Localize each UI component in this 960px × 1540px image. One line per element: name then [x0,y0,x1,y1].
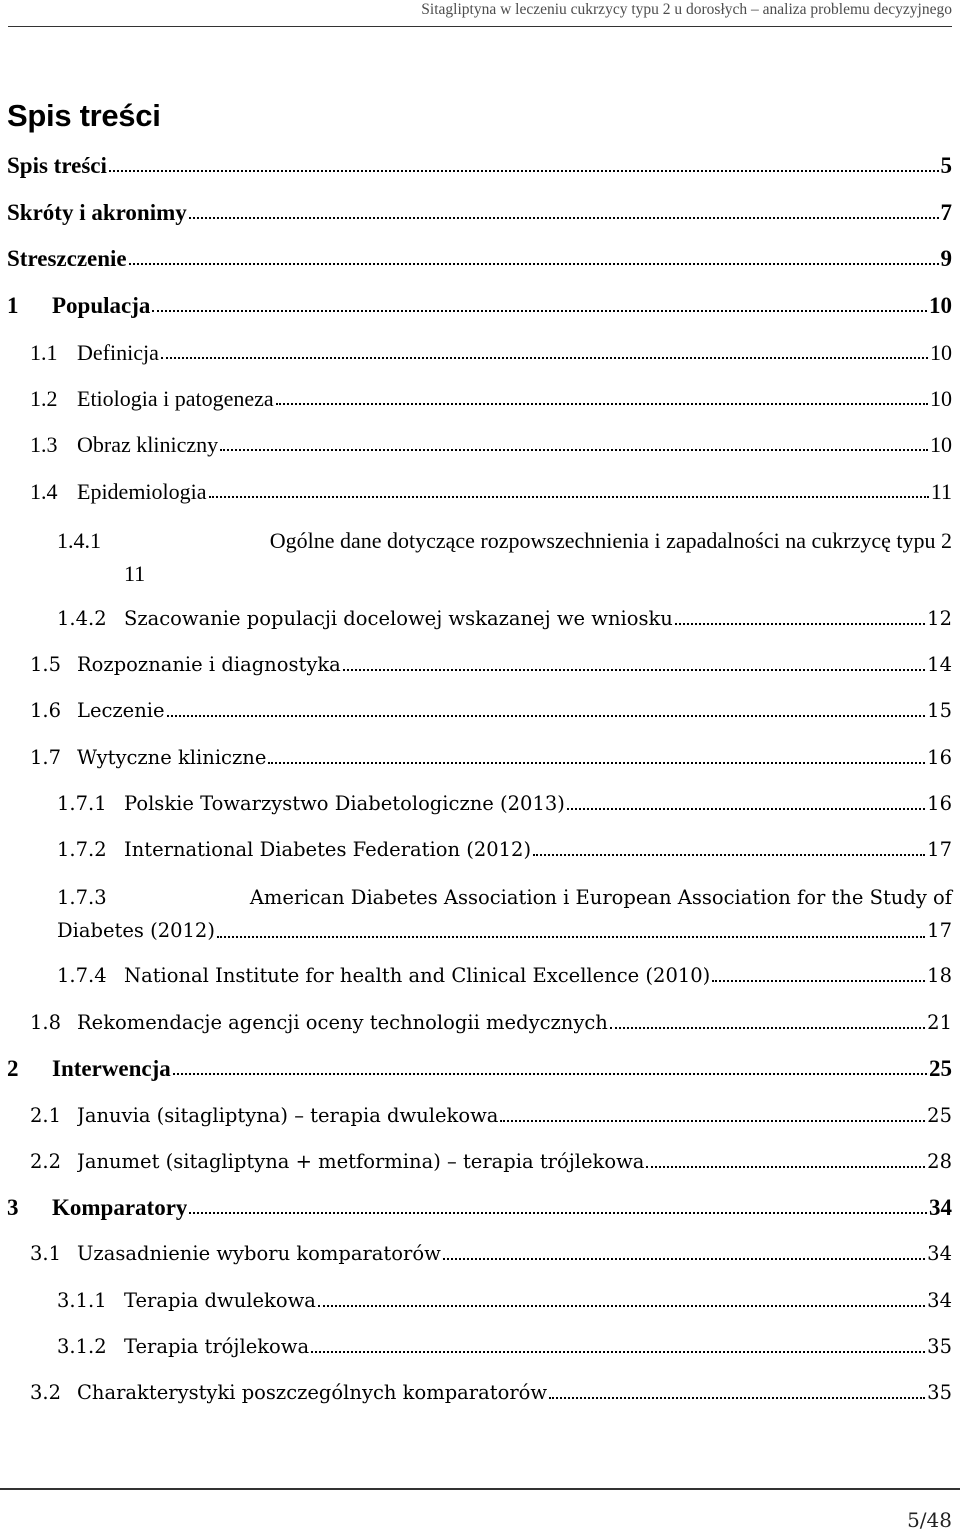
toc-entry-page: 18 [927,964,952,987]
toc-entry-label: International Diabetes Federation (2012) [124,838,532,861]
toc-entry[interactable] [30,1103,952,1129]
toc-entry-number: 3.1.1 [57,1289,107,1312]
dot-leader [173,1073,927,1075]
toc-entry-label: Ogólne dane dotyczące rozpowszechnienia i zapadalności na cukrzycę typu 2 [269,528,952,553]
toc-entry-number: 3 [7,1195,19,1220]
toc-entry-number: 1.5 [30,653,62,676]
dot-leader [712,980,925,982]
toc-entry-page: 7 [940,200,952,225]
toc-entry-number: 1.2 [30,386,58,411]
dot-leader [276,403,928,405]
toc-entry-label: Rozpoznanie i diagnostyka [77,653,341,676]
toc-entry-number: 1.7 [30,746,62,769]
toc-entry-label: Uzasadnienie wyboru komparatorów [77,1242,441,1265]
dot-leader [646,1166,925,1168]
toc-entry-page: 35 [927,1381,952,1404]
toc-entry-page: 17 [927,919,952,942]
toc-entry-page: 10 [930,432,952,457]
toc-entry-label: Interwencja [52,1056,171,1081]
toc-entry-page: 34 [929,1195,952,1220]
toc-entry-label: Szacowanie populacji docelowej wskazanej we wniosku [124,607,673,630]
dot-leader [610,1027,925,1029]
toc-entry-label: Populacja [52,293,151,318]
toc-entry-number: 1.6 [30,699,62,722]
toc-entry-label: Definicja [77,340,159,365]
toc-entry-number: 2.2 [30,1150,62,1173]
toc-entry[interactable] [57,881,952,947]
toc-entry-page: 12 [927,607,952,630]
toc-entry[interactable] [57,837,952,863]
toc-entry[interactable] [57,524,952,590]
dot-leader [533,854,925,856]
toc-entry[interactable] [7,1056,952,1082]
toc-entry[interactable] [57,963,952,989]
dot-leader [152,310,927,312]
toc-entry-label: Polskie Towarzystwo Diabetologiczne (2013) [124,792,565,815]
toc-entry-label: Leczenie [77,699,165,722]
toc-entry-label: Spis treści [7,153,107,178]
toc-entry-number: 1.8 [30,1011,62,1034]
toc-entry-label: Wytyczne kliniczne [77,746,267,769]
dot-leader [129,263,939,265]
toc-entry-page: 16 [927,746,952,769]
dot-leader [220,449,928,451]
toc-entry[interactable] [30,340,952,366]
toc-entry[interactable] [30,1149,952,1175]
toc-entry-number: 1.7.1 [57,792,107,815]
toc-entry[interactable] [7,1195,952,1221]
toc-entry[interactable] [30,652,952,678]
toc-title: Spis treści [7,98,161,133]
toc-entry-label: Skróty i akronimy [7,200,187,225]
toc-entry[interactable] [30,745,952,771]
toc-entry-label: Komparatory [52,1195,188,1220]
dot-leader [549,1397,925,1399]
dot-leader [318,1305,925,1307]
toc-entry-page: 35 [927,1335,952,1358]
toc-entry-number: 1.7.4 [57,964,107,987]
footer-rule [0,1488,960,1490]
toc-entry-number: 3.1 [30,1242,62,1265]
toc-entry-page: 11 [124,561,146,586]
toc-entry-label: Etiologia i patogeneza [77,386,274,411]
toc-entry-page: 5 [940,153,952,178]
toc-entry-number: 1 [7,293,19,318]
toc-entry-page: 14 [927,653,952,676]
toc-entry-label: Charakterystyki poszczególnych komparatorów [77,1381,548,1404]
toc-entry[interactable] [30,432,952,458]
toc-entry-label: Januvia (sitagliptyna) – terapia dwulekowa [77,1104,499,1127]
toc-entry-page: 34 [927,1289,952,1312]
toc-entry-page: 25 [929,1056,952,1081]
toc-entry-label: Obraz kliniczny [77,432,219,457]
toc-entry-label: Epidemiologia [77,479,207,504]
toc-entry-number: 2.1 [30,1104,62,1127]
toc-entry-page: 25 [927,1104,952,1127]
toc-entry[interactable] [30,1241,952,1267]
toc-entry-page: 10 [930,340,952,365]
toc-entry-label: Janumet (sitagliptyna + metformina) – terapia trójlekowa [77,1150,645,1173]
toc-entry-number: 3.1.2 [57,1335,107,1358]
dot-leader [167,715,926,717]
dot-leader [217,936,925,938]
toc-entry[interactable] [57,1334,952,1360]
toc-entry-label-line2: Diabetes (2012) [57,919,215,942]
toc-entry-page: 10 [930,386,952,411]
dot-leader [209,496,929,498]
toc-entry-number: 2 [7,1056,19,1081]
toc-entry-label: Terapia dwulekowa [124,1289,316,1312]
dot-leader [268,762,925,764]
toc-entry[interactable] [30,386,952,412]
toc-entry-number: 1.7.3 [57,886,107,909]
running-header: Sitagliptyna w leczeniu cukrzycy typu 2 u dorosłych – analiza problemu decyzyjnego [8,0,952,27]
toc-entry[interactable] [7,246,952,272]
toc-entry[interactable] [7,293,952,319]
dot-leader [189,1212,927,1214]
toc-entry[interactable] [57,606,952,632]
dot-leader [443,1258,925,1260]
dot-leader [343,669,925,671]
toc-entry-label: Terapia trójlekowa [124,1335,310,1358]
dot-leader [189,217,939,219]
toc-entry-page: 15 [927,699,952,722]
toc-entry[interactable] [57,791,952,817]
toc-entry-page: 21 [927,1011,952,1034]
toc-entry-number: 1.4 [30,479,58,504]
toc-entry-page: 16 [927,792,952,815]
toc-entry-page: 34 [927,1242,952,1265]
toc-entry-label-line1: American Diabetes Association i European Association for the Study of [249,886,952,909]
toc-entry-label: National Institute for health and Clinical Excellence (2010) [124,964,711,987]
page-number: 5/48 [907,1508,952,1532]
dot-leader [161,357,928,359]
dot-leader [675,623,925,625]
toc-entry-page: 11 [930,479,952,504]
toc-entry[interactable] [30,479,952,505]
toc-entry-page: 9 [940,246,952,271]
toc-entry[interactable] [7,153,952,179]
toc-entry-number: 1.7.2 [57,838,107,861]
toc-entry-number: 1.4.1 [57,528,101,553]
toc-entry[interactable] [30,1010,952,1036]
toc-entry[interactable] [30,1380,952,1406]
dot-leader [567,808,925,810]
dot-leader [311,1351,925,1353]
toc-entry-page: 17 [927,838,952,861]
toc-entry-number: 1.3 [30,432,58,457]
toc-entry-number: 1.4.2 [57,607,107,630]
toc-entry-page: 28 [927,1150,952,1173]
toc-entry[interactable] [30,698,952,724]
toc-entry-number: 1.1 [30,340,58,365]
dot-leader [109,170,939,172]
toc-entry-label: Streszczenie [7,246,127,271]
dot-leader [500,1120,925,1122]
toc-entry-number: 3.2 [30,1381,62,1404]
toc-entry[interactable] [7,200,952,226]
toc-entry-page: 10 [929,293,952,318]
toc-entry[interactable] [57,1288,952,1314]
toc-entry-label: Rekomendacje agencji oceny technologii medycznych [77,1011,608,1034]
